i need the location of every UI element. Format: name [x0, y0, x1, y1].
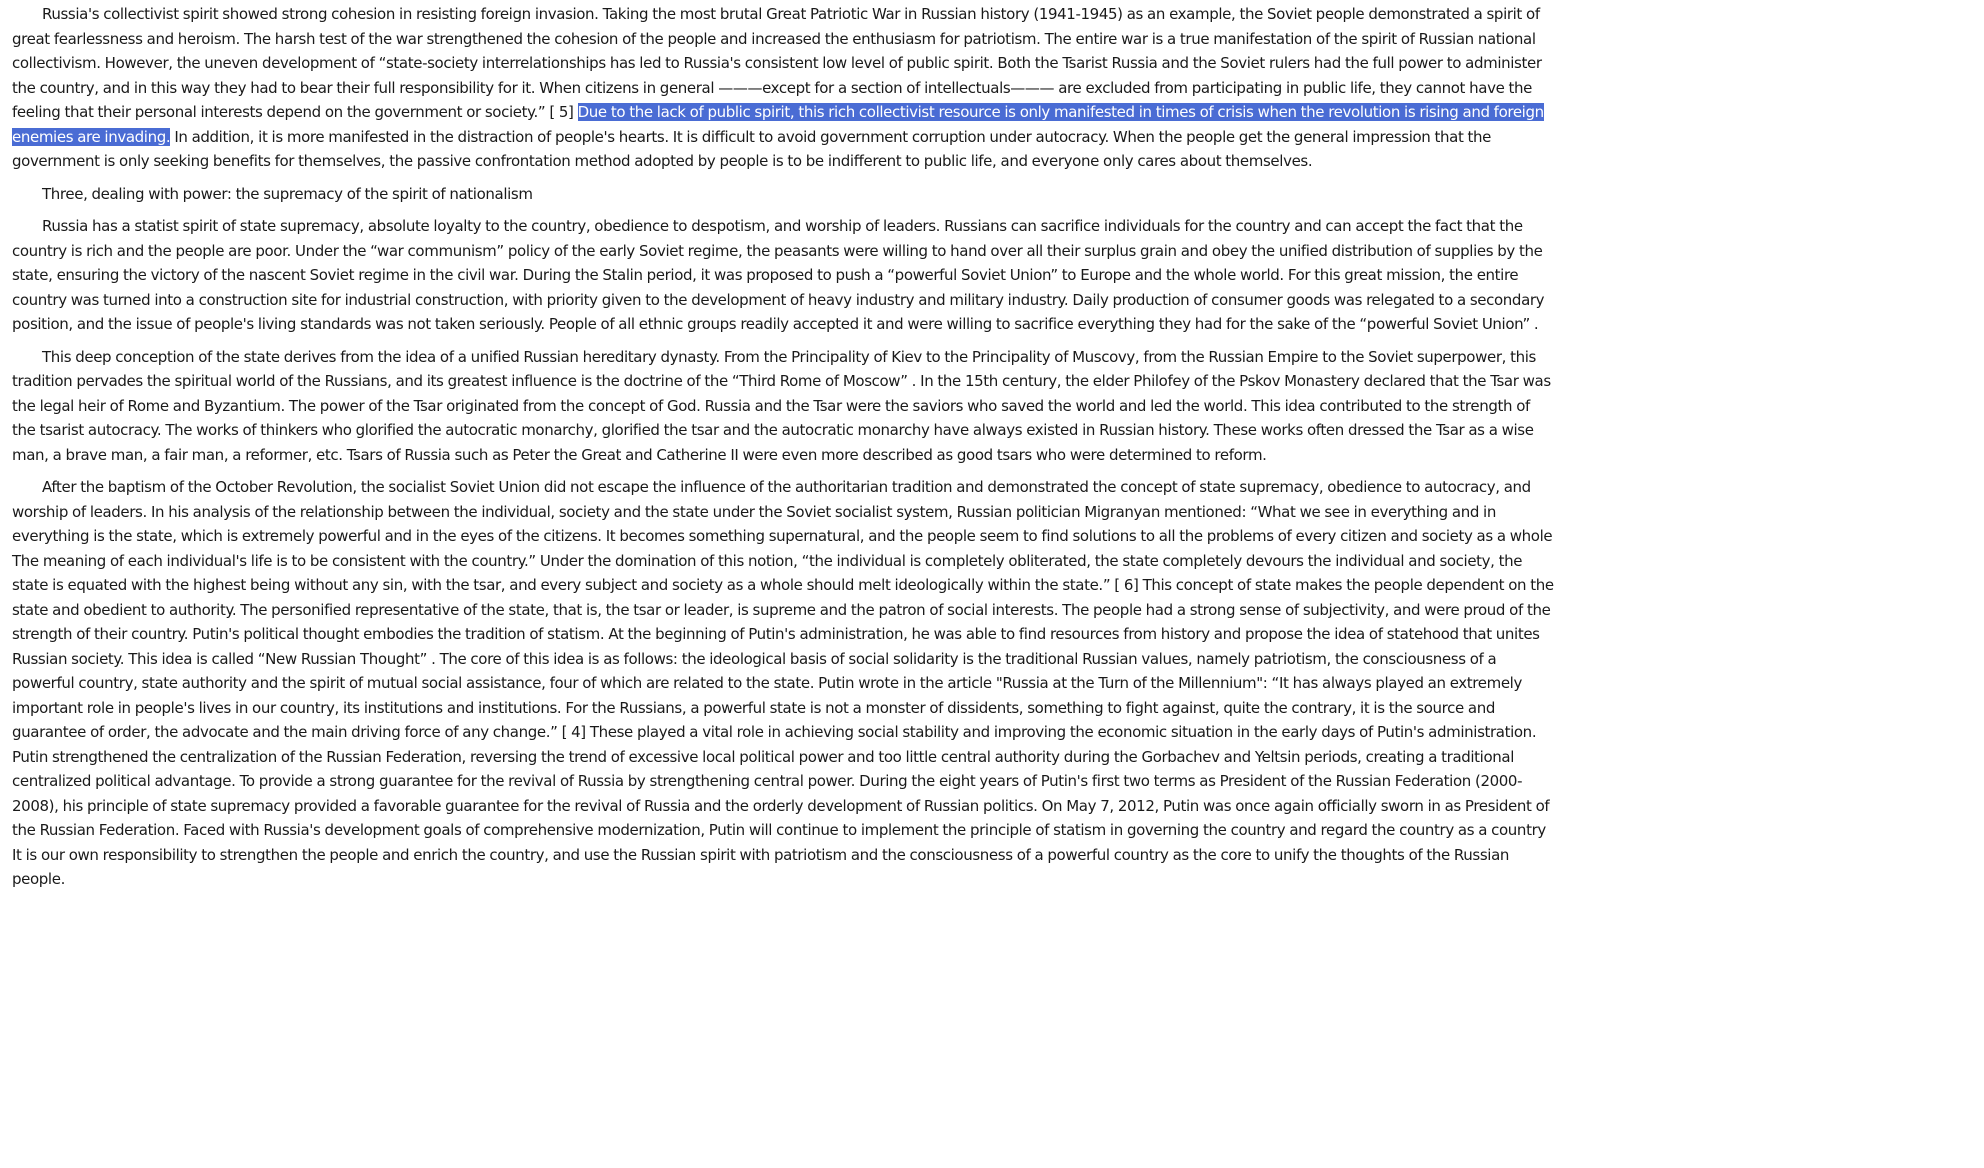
selected-text[interactable]: Due to the lack of public spirit, this rich collectivist resource is only manifested in times of crisis when the revolution is rising and foreign enemies are invading. [12, 103, 1544, 146]
document-body [12, 2, 1556, 900]
paragraph-text: In addition, it is more manifested in the distraction of people's hearts. It is difficult to avoid government corruption under autocracy. When the people get the general impression that the government is only seeking benefits for themselves, the passive confrontation method adopted by people is to be indifferent to public life, and everyone only cares about themselves. [12, 127, 1492, 170]
paragraph-text: Russia's collectivist spirit showed strong cohesion in resisting foreign invasion. Taking the most brutal Great Patriotic War in Russian history (1941-1945) as an example, the Soviet people demonstrated a spirit of great fearlessness and heroism. The harsh test of the war strengthened the cohesion of the people and increased the enthusiasm for patriotism. The entire war is a true manifestation of the spirit of Russian national collectivism. However, the uneven development of “state-society interrelationships has led to Russia's consistent low level of public spirit. Both the Tsarist Russia and the Soviet rulers had the full power to administer the country, and in this way they had to bear their full responsibility for it. When citizens in general ———except for a section of intellectuals——— are excluded from participating in public life, they cannot have the feeling that their personal interests depend on the government or society.” [ 5] [12, 5, 1542, 121]
paragraph-october-revolution: After the baptism of the October Revolution, the socialist Soviet Union did not escape the influence of the authoritarian tradition and demonstrated the concept of state supremacy, obedience to autocracy, and worship of leaders. In his analysis of the relationship between the individual, society and the state under the Soviet socialist system, Russian politician Migranyan mentioned: “What we see in everything and in everything is the state, which is extremely powerful and in the eyes of the citizens. It becomes something supernatural, and the people seem to find solutions to all the problems of every citizen and society as a whole The meaning of each individual's life is to be consistent with the country.” Under the domination of this notion, “the individual is completely obliterated, the state completely devours the individual and society, the state is equated with the highest being without any sin, with the tsar, and every subject and society as a whole should melt ideologically within the state.” [ 6] This concept of state makes the people dependent on the state and obedient to authority. The personified representative of the state, that is, the tsar or leader, is supreme and the patron of social interests. The people had a strong sense of subjectivity, and were proud of the strength of their country. Putin's political thought embodies the tradition of statism. At the beginning of Putin's administration, he was able to find resources from history and propose the idea of statehood that unites Russian society. This idea is called “New Russian Thought” . The core of this idea is as follows: the ideological basis of social solidarity is the traditional Russian values, namely patriotism, the consciousness of a powerful country, state authority and the spirit of mutual social assistance, four of which are related to the state. Putin wrote in the article "Russia at the Turn of the Millennium": “It has always played an extremely important role in people's lives in our country, its institutions and institutions. For the Russians, a powerful state is not a monster of dissidents, something to fight against, quite the contrary, it is the source and guarantee of order, the advocate and the main driving force of any change.” [ 4] These played a vital role in achieving social stability and improving the economic situation in the early days of Putin's administration. Putin strengthened the centralization of the Russian Federation, reversing the trend of excessive local political power and too little central authority during the Gorbachev and Yeltsin periods, creating a traditional centralized political advantage. To provide a strong guarantee for the revival of Russia by strengthening central power. During the eight years of Putin's first two terms as President of the Russian Federation (2000-2008), his principle of state supremacy provided a favorable guarantee for the revival of Russia and the orderly development of Russian politics. On May 7, 2012, Putin was once again officially sworn in as President of the Russian Federation. Faced with Russia's development goals of comprehensive modernization, Putin will continue to implement the principle of statism in governing the country and regard the country as a country It is our own responsibility to strengthen the people and enrich the country, and use the Russian spirit with patriotism and the consciousness of a powerful country as the core to unify the thoughts of the Russian people. [12, 478, 1554, 888]
section-heading: Three, dealing with power: the supremacy of the spirit of nationalism [42, 184, 533, 203]
paragraph-collectivism [12, 2, 1556, 174]
paragraph-statism: Russia has a statist spirit of state supremacy, absolute loyalty to the country, obedience to despotism, and worship of leaders. Russians can sacrifice individuals for the country and can accept the fact that the country is rich and the people are poor. Under the “war communism” policy of the early Soviet regime, the peasants were willing to hand over all their surplus grain and obey the unified distribution of supplies by the state, ensuring the victory of the nascent Soviet regime in the civil war. During the Stalin period, it was proposed to push a “powerful Soviet Union” to Europe and the whole world. For this great mission, the entire country was turned into a construction site for industrial construction, with priority given to the development of heavy industry and military industry. Daily production of consumer goods was relegated to a secondary position, and the issue of people's living standards was not taken seriously. People of all ethnic groups readily accepted it and were willing to sacrifice everything they had for the sake of the “powerful Soviet Union” . [12, 217, 1545, 333]
paragraph-state-conception: This deep conception of the state derives from the idea of a unified Russian hereditary dynasty. From the Principality of Kiev to the Principality of Muscovy, from the Russian Empire to the Soviet superpower, this tradition pervades the spiritual world of the Russians, and its greatest influence is the doctrine of the “Third Rome of Moscow” . In the 15th century, the elder Philofey of the Pskov Monastery declared that the Tsar was the legal heir of Rome and Byzantium. The power of the Tsar originated from the concept of God. Russia and the Tsar were the saviors who saved the world and led the world. This idea contributed to the strength of the tsarist autocracy. The works of thinkers who glorified the autocratic monarchy, glorified the tsar and the autocratic monarchy have always existed in Russian history. These works often dressed the Tsar as a wise man, a brave man, a fair man, a reformer, etc. Tsars of Russia such as Peter the Great and Catherine II were even more described as good tsars who were determined to reform. [12, 347, 1551, 464]
